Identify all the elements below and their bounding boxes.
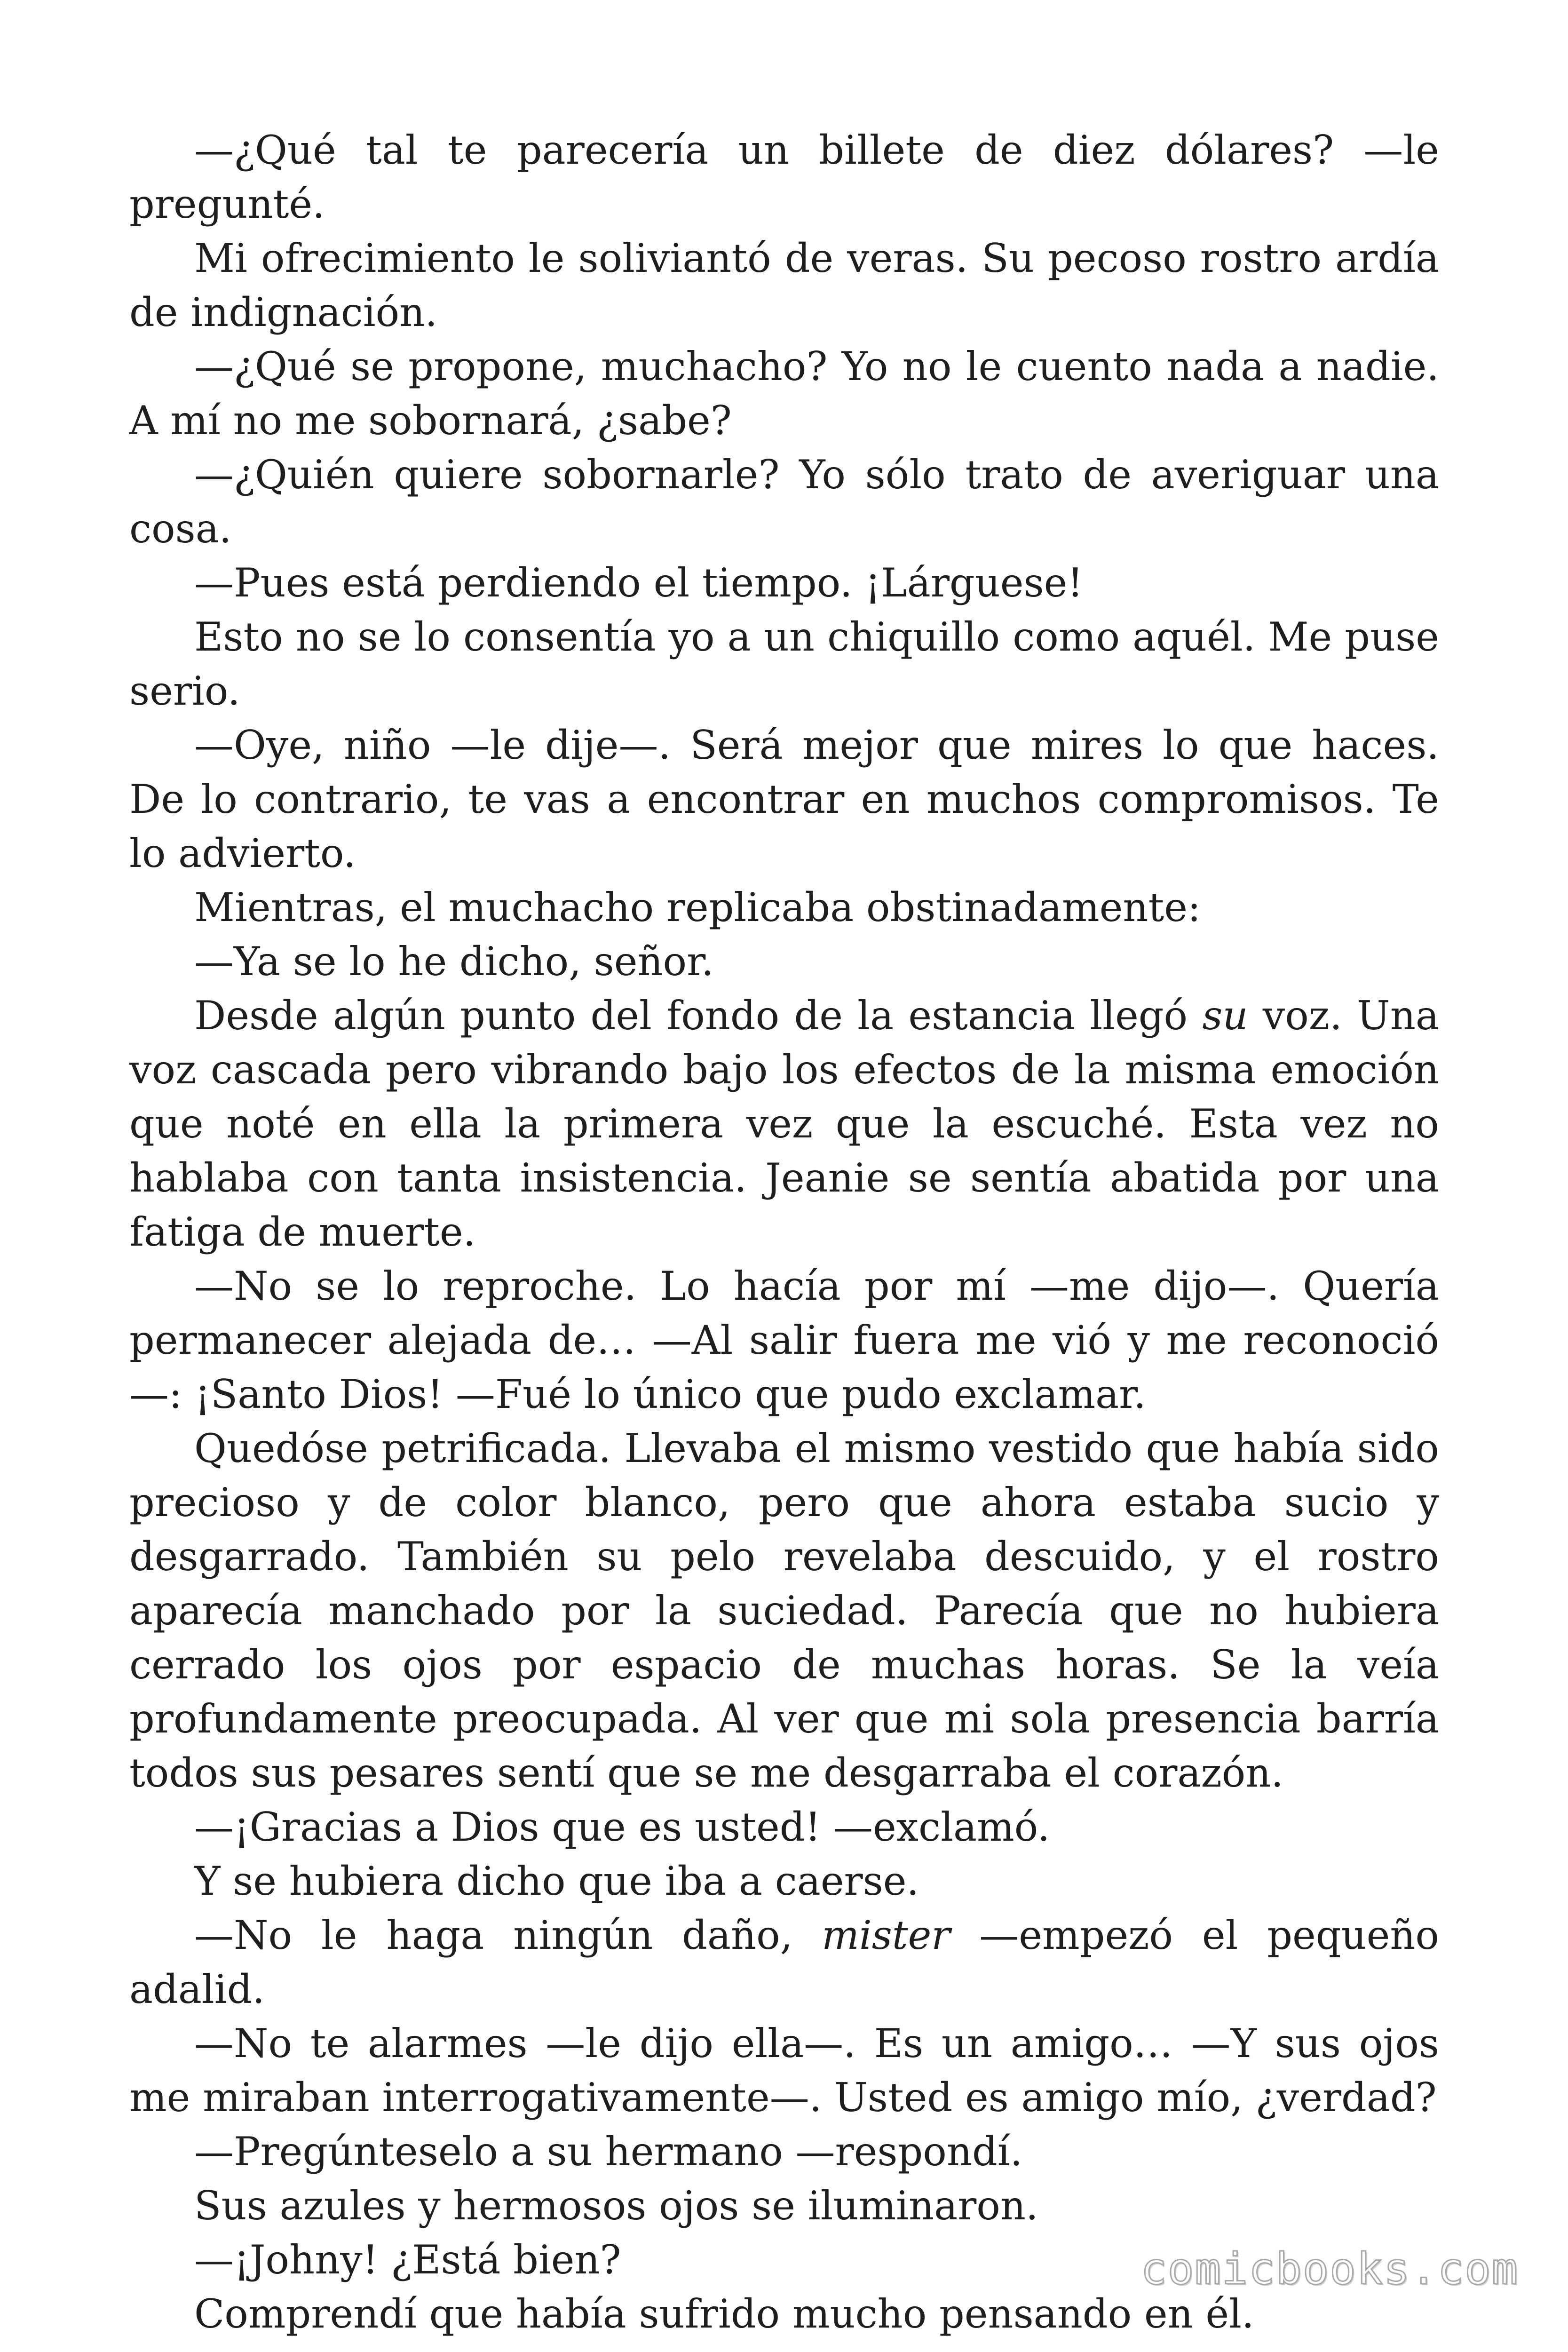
paragraph [129,1908,1439,2017]
paragraph: —¿Quién quiere sobornarle? Yo sólo trato de averiguar una cosa. [129,452,1439,552]
paragraph: Sus azules y hermosos ojos se iluminaron. [194,2183,1038,2229]
paragraph: —No te alarmes —le dijo ella—. Es un amigo… —Y sus ojos me miraban interrogativamente—. Usted es amigo mío, ¿verdad? [129,2020,1439,2121]
paragraph: —Pues está perdiendo el tiempo. ¡Lárguese! [194,560,1084,606]
paragraph: —Ya se lo he dicho, señor. [194,938,714,985]
paragraph: —¡Johny! ¿Está bien? [194,2237,621,2283]
paragraph: —No se lo reproche. Lo hacía por mí —me dijo—. Quería permanecer alejada de… —Al salir fuera me vió y me reconoció—: ¡Santo Dios! —Fué lo único que pudo exclamar. [129,1263,1439,1417]
paragraph: Quedóse petrificada. Llevaba el mismo vestido que había sido precioso y de color blanco, pero que ahora estaba sucio y desgarrado. También su pelo revelaba descuido, y el rostro aparecía manchado por la suciedad. Parecía que no hubiera cerrado los ojos por espacio de muchas horas. Se la veía profundamente preocupada. Al ver que mi sola presencia barría todos sus pesares sentí que se me desgarraba el corazón. [129,1425,1439,1796]
paragraph: —Pregúnteselo a su hermano —respondí. [194,2129,1023,2175]
paragraph: Esto no se lo consentía yo a un chiquillo como aquél. Me puse serio. [129,614,1439,714]
paragraph: —¿Qué se propone, muchacho? Yo no le cuento nada a nadie. A mí no me sobornará, ¿sabe? [129,343,1439,444]
paragraph: Y se hubiera dicho que iba a caerse. [194,1858,919,1904]
italic-word: su [1202,993,1248,1039]
italic-word: mister [822,1912,950,1958]
paragraph: Mi ofrecimiento le soliviantó de veras. Su pecoso rostro ardía de indignación. [129,235,1439,335]
paragraph: —¿Qué tal te parecería un billete de diez dólares? —le pregunté. [129,127,1439,227]
paragraph-text: Desde algún punto del fondo de la estancia llegó [194,993,1203,1039]
body-text [129,123,1439,2341]
paragraph: —Oye, niño —le dije—. Será mejor que mires lo que haces. De lo contrario, te vas a encontrar en muchos compromisos. Te lo advierto. [129,722,1439,876]
paragraph-text: —No le haga ningún daño, [194,1912,822,1958]
paragraph: —¡Gracias a Dios que es usted! —exclamó. [194,1804,1050,1850]
paragraph [129,989,1439,1259]
paragraph: Comprendí que había sufrido mucho pensando en él. [194,2291,1254,2337]
paragraph-text: voz. Una voz cascada pero vibrando bajo los efectos de la misma emoción que noté en ella la primera vez que la escuché. Esta vez no hablaba con tanta insistencia. Jeanie se sentía abatida por una fatiga de muerte. [129,993,1439,1255]
paragraph: Mientras, el muchacho replicaba obstinadamente: [194,884,1201,930]
paragraph-text: —empezó el pequeño adalid. [129,1912,1439,2012]
watermark: comicbooks.com [1140,2244,1519,2294]
